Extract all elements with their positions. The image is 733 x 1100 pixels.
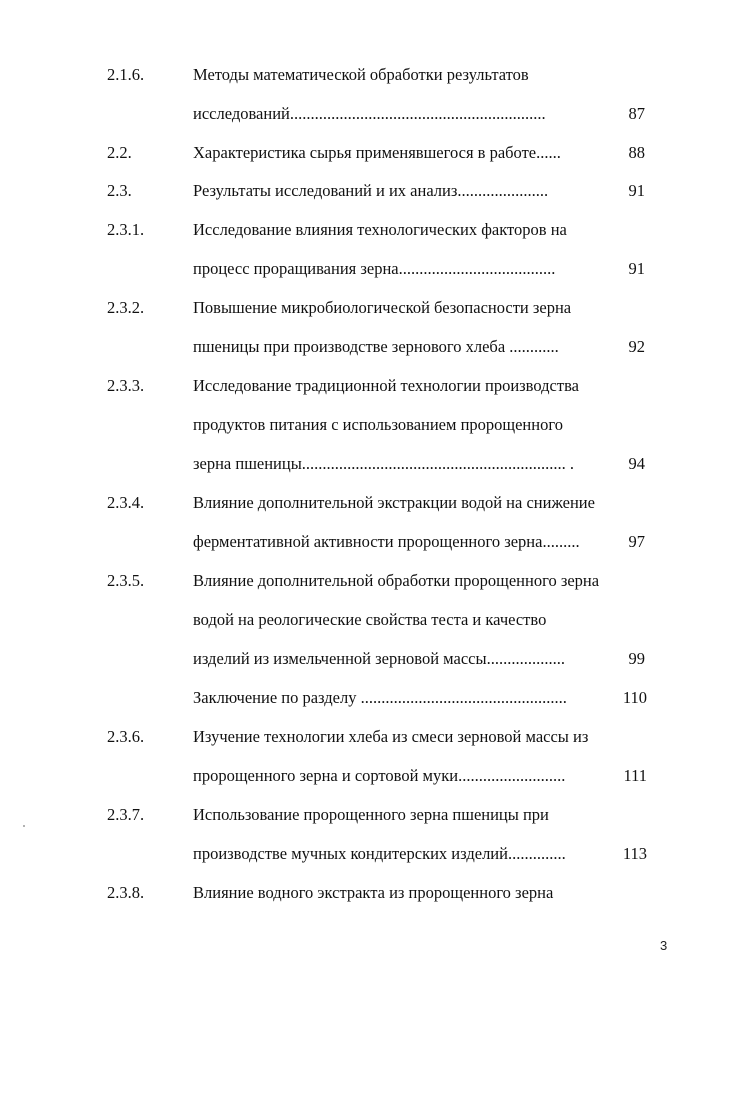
toc-entry-page: 91 [628, 259, 645, 278]
toc-entry-title: Влияние дополнительной обработки пророщенного зерна [193, 571, 600, 590]
toc-entry-page: 91 [628, 181, 645, 200]
toc-entry-title: Заключение по разделу .................................................. [193, 688, 567, 707]
toc-entry-title: производстве мучных кондитерских изделий.............. [193, 844, 566, 863]
toc-entry-title: Исследование влияния технологических факторов на [193, 220, 567, 239]
toc-line [0, 293, 733, 323]
toc-entry-number: 2.3.3. [107, 376, 145, 395]
toc-line [0, 371, 733, 401]
toc-entry-title: Влияние водного экстракта из пророщенного зерна [193, 883, 554, 902]
toc-entry-page: 87 [628, 104, 645, 123]
toc-line [0, 839, 733, 869]
toc-entry-title: пророщенного зерна и сортовой муки.......................... [193, 766, 566, 785]
toc-entry-number: 2.3.2. [107, 298, 145, 317]
toc-entry-title: процесс проращивания зерна...................................... [193, 259, 556, 278]
toc-entry-title: исследований.............................................................. [193, 104, 546, 123]
toc-entry-title: ферментативной активности пророщенного зерна......... [193, 532, 580, 551]
toc-entry-page: 113 [622, 844, 647, 863]
toc-line [0, 60, 733, 90]
toc-entry-title: изделий из измельченной зерновой массы................... [193, 649, 565, 668]
toc-entry-number: 2.3. [107, 181, 132, 200]
toc-entry-page: 94 [628, 454, 645, 473]
toc-entry-number: 2.3.6. [107, 727, 145, 746]
toc-entry-page: 110 [622, 688, 647, 707]
toc-entry-page: 92 [628, 337, 645, 356]
toc-line [0, 761, 733, 791]
toc-line [0, 176, 733, 206]
toc-line [0, 878, 733, 908]
toc-line [0, 566, 733, 596]
toc-line [0, 449, 733, 479]
scan-speck [23, 825, 25, 827]
toc-entry-title: Результаты исследований и их анализ...................... [193, 181, 549, 200]
toc-entry-title: зерна пшеницы................................................................ . [193, 454, 575, 473]
toc-line [0, 683, 733, 713]
toc-line [0, 332, 733, 362]
toc-entry-number: 2.3.8. [107, 883, 145, 902]
toc-entry-title: Изучение технологии хлеба из смеси зерновой массы из [193, 727, 589, 746]
toc-entry-title: водой на реологические свойства теста и качество [193, 610, 547, 629]
toc-entry-title: продуктов питания с использованием пророщенного [193, 415, 563, 434]
toc-entry-page: 97 [628, 532, 645, 551]
toc-entry-number: 2.3.7. [107, 805, 145, 824]
toc-entry-number: 2.3.1. [107, 220, 145, 239]
page-number: 3 [660, 938, 668, 953]
toc-line [0, 722, 733, 752]
toc-line [0, 605, 733, 635]
toc-entry-number: 2.3.5. [107, 571, 145, 590]
toc-line [0, 215, 733, 245]
toc-line [0, 488, 733, 518]
toc-entry-page: 111 [623, 766, 647, 785]
toc-entry-title: пшеницы при производстве зернового хлеба ............ [193, 337, 559, 356]
toc-entry-title: Использование пророщенного зерна пшеницы при [193, 805, 549, 824]
toc-line [0, 800, 733, 830]
toc-entry-number: 2.2. [107, 143, 132, 162]
toc-entry-title: Характеристика сырья применявшегося в работе...... [193, 143, 561, 162]
toc-entry-title: Влияние дополнительной экстракции водой на снижение [193, 493, 595, 512]
toc-line [0, 99, 733, 129]
toc-line [0, 644, 733, 674]
toc-line [0, 527, 733, 557]
toc-entry-title: Методы математической обработки результатов [193, 65, 529, 84]
toc-entry-page: 99 [628, 649, 645, 668]
toc-line [0, 410, 733, 440]
toc-entry-page: 88 [628, 143, 645, 162]
toc-entry-number: 2.3.4. [107, 493, 145, 512]
toc-entry-title: Исследование традиционной технологии производства [193, 376, 579, 395]
toc-line [0, 138, 733, 168]
toc-entry-number: 2.1.6. [107, 65, 145, 84]
toc-line [0, 254, 733, 284]
toc-entry-title: Повышение микробиологической безопасности зерна [193, 298, 572, 317]
